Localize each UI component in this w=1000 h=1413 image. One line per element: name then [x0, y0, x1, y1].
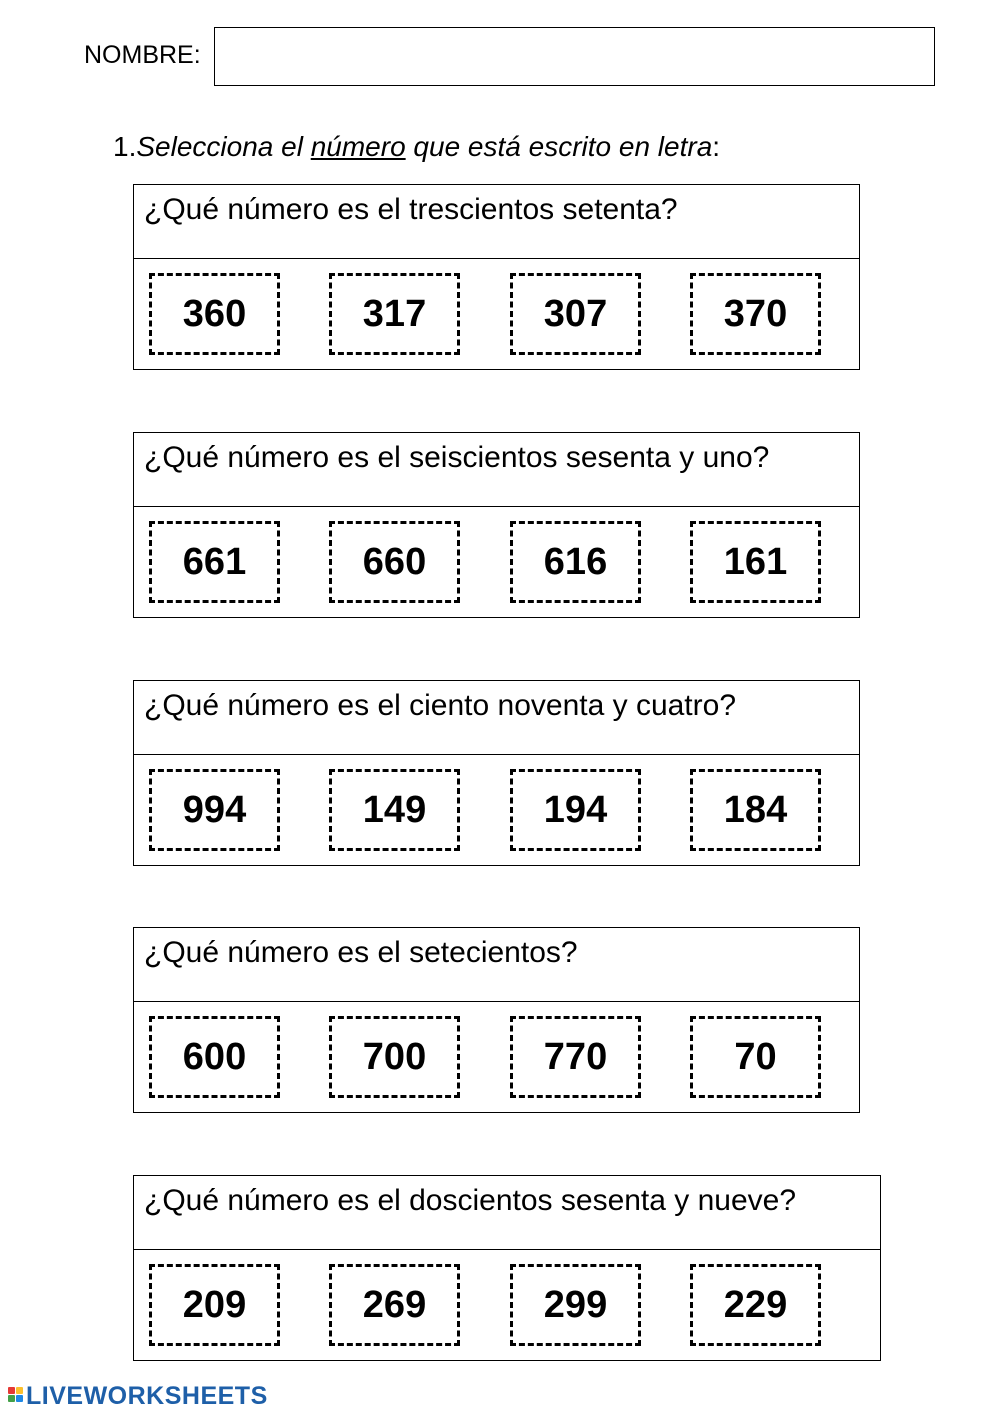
answer-option[interactable]: 307	[510, 273, 641, 355]
liveworksheets-logo-text: LIVEWORKSHEETS	[26, 1382, 268, 1410]
instruction-colon: :	[712, 131, 721, 162]
answer-option[interactable]: 700	[329, 1016, 460, 1098]
question-text: ¿Qué número es el doscientos sesenta y nueve?	[134, 1176, 880, 1250]
question-box-4	[133, 927, 860, 1113]
answer-option[interactable]: 616	[510, 521, 641, 603]
answer-option[interactable]: 269	[329, 1264, 460, 1346]
liveworksheets-logo-icon	[8, 1385, 24, 1409]
answer-option[interactable]: 184	[690, 769, 821, 851]
answer-option[interactable]: 661	[149, 521, 280, 603]
question-box-1	[133, 184, 860, 370]
answer-option[interactable]: 360	[149, 273, 280, 355]
options-row	[134, 1250, 880, 1360]
answer-option[interactable]: 194	[510, 769, 641, 851]
liveworksheets-logo	[8, 1382, 268, 1411]
name-label: NOMBRE:	[84, 41, 201, 69]
options-row	[134, 259, 859, 369]
question-text: ¿Qué número es el ciento noventa y cuatro?	[134, 681, 859, 755]
question-text: ¿Qué número es el setecientos?	[134, 928, 859, 1002]
answer-option[interactable]: 770	[510, 1016, 641, 1098]
instruction-underlined-word: número	[310, 131, 406, 162]
answer-option[interactable]: 209	[149, 1264, 280, 1346]
answer-option[interactable]: 229	[690, 1264, 821, 1346]
answer-option[interactable]: 149	[329, 769, 460, 851]
options-row	[134, 755, 859, 865]
instruction-text-start: Selecciona el	[136, 131, 311, 162]
instruction-text-end: que está escrito en letra	[405, 131, 713, 162]
answer-option[interactable]: 370	[690, 273, 821, 355]
question-box-3	[133, 680, 860, 866]
question-text: ¿Qué número es el trescientos setenta?	[134, 185, 859, 259]
options-row	[134, 507, 859, 617]
answer-option[interactable]: 299	[510, 1264, 641, 1346]
instruction	[113, 130, 720, 164]
options-row	[134, 1002, 859, 1112]
answer-option[interactable]: 70	[690, 1016, 821, 1098]
answer-option[interactable]: 317	[329, 273, 460, 355]
name-input[interactable]	[214, 27, 935, 86]
instruction-number: 1.	[113, 131, 137, 162]
answer-option[interactable]: 600	[149, 1016, 280, 1098]
question-box-2	[133, 432, 860, 618]
question-text: ¿Qué número es el seiscientos sesenta y uno?	[134, 433, 859, 507]
answer-option[interactable]: 660	[329, 521, 460, 603]
answer-option[interactable]: 161	[690, 521, 821, 603]
answer-option[interactable]: 994	[149, 769, 280, 851]
question-box-5	[133, 1175, 881, 1361]
